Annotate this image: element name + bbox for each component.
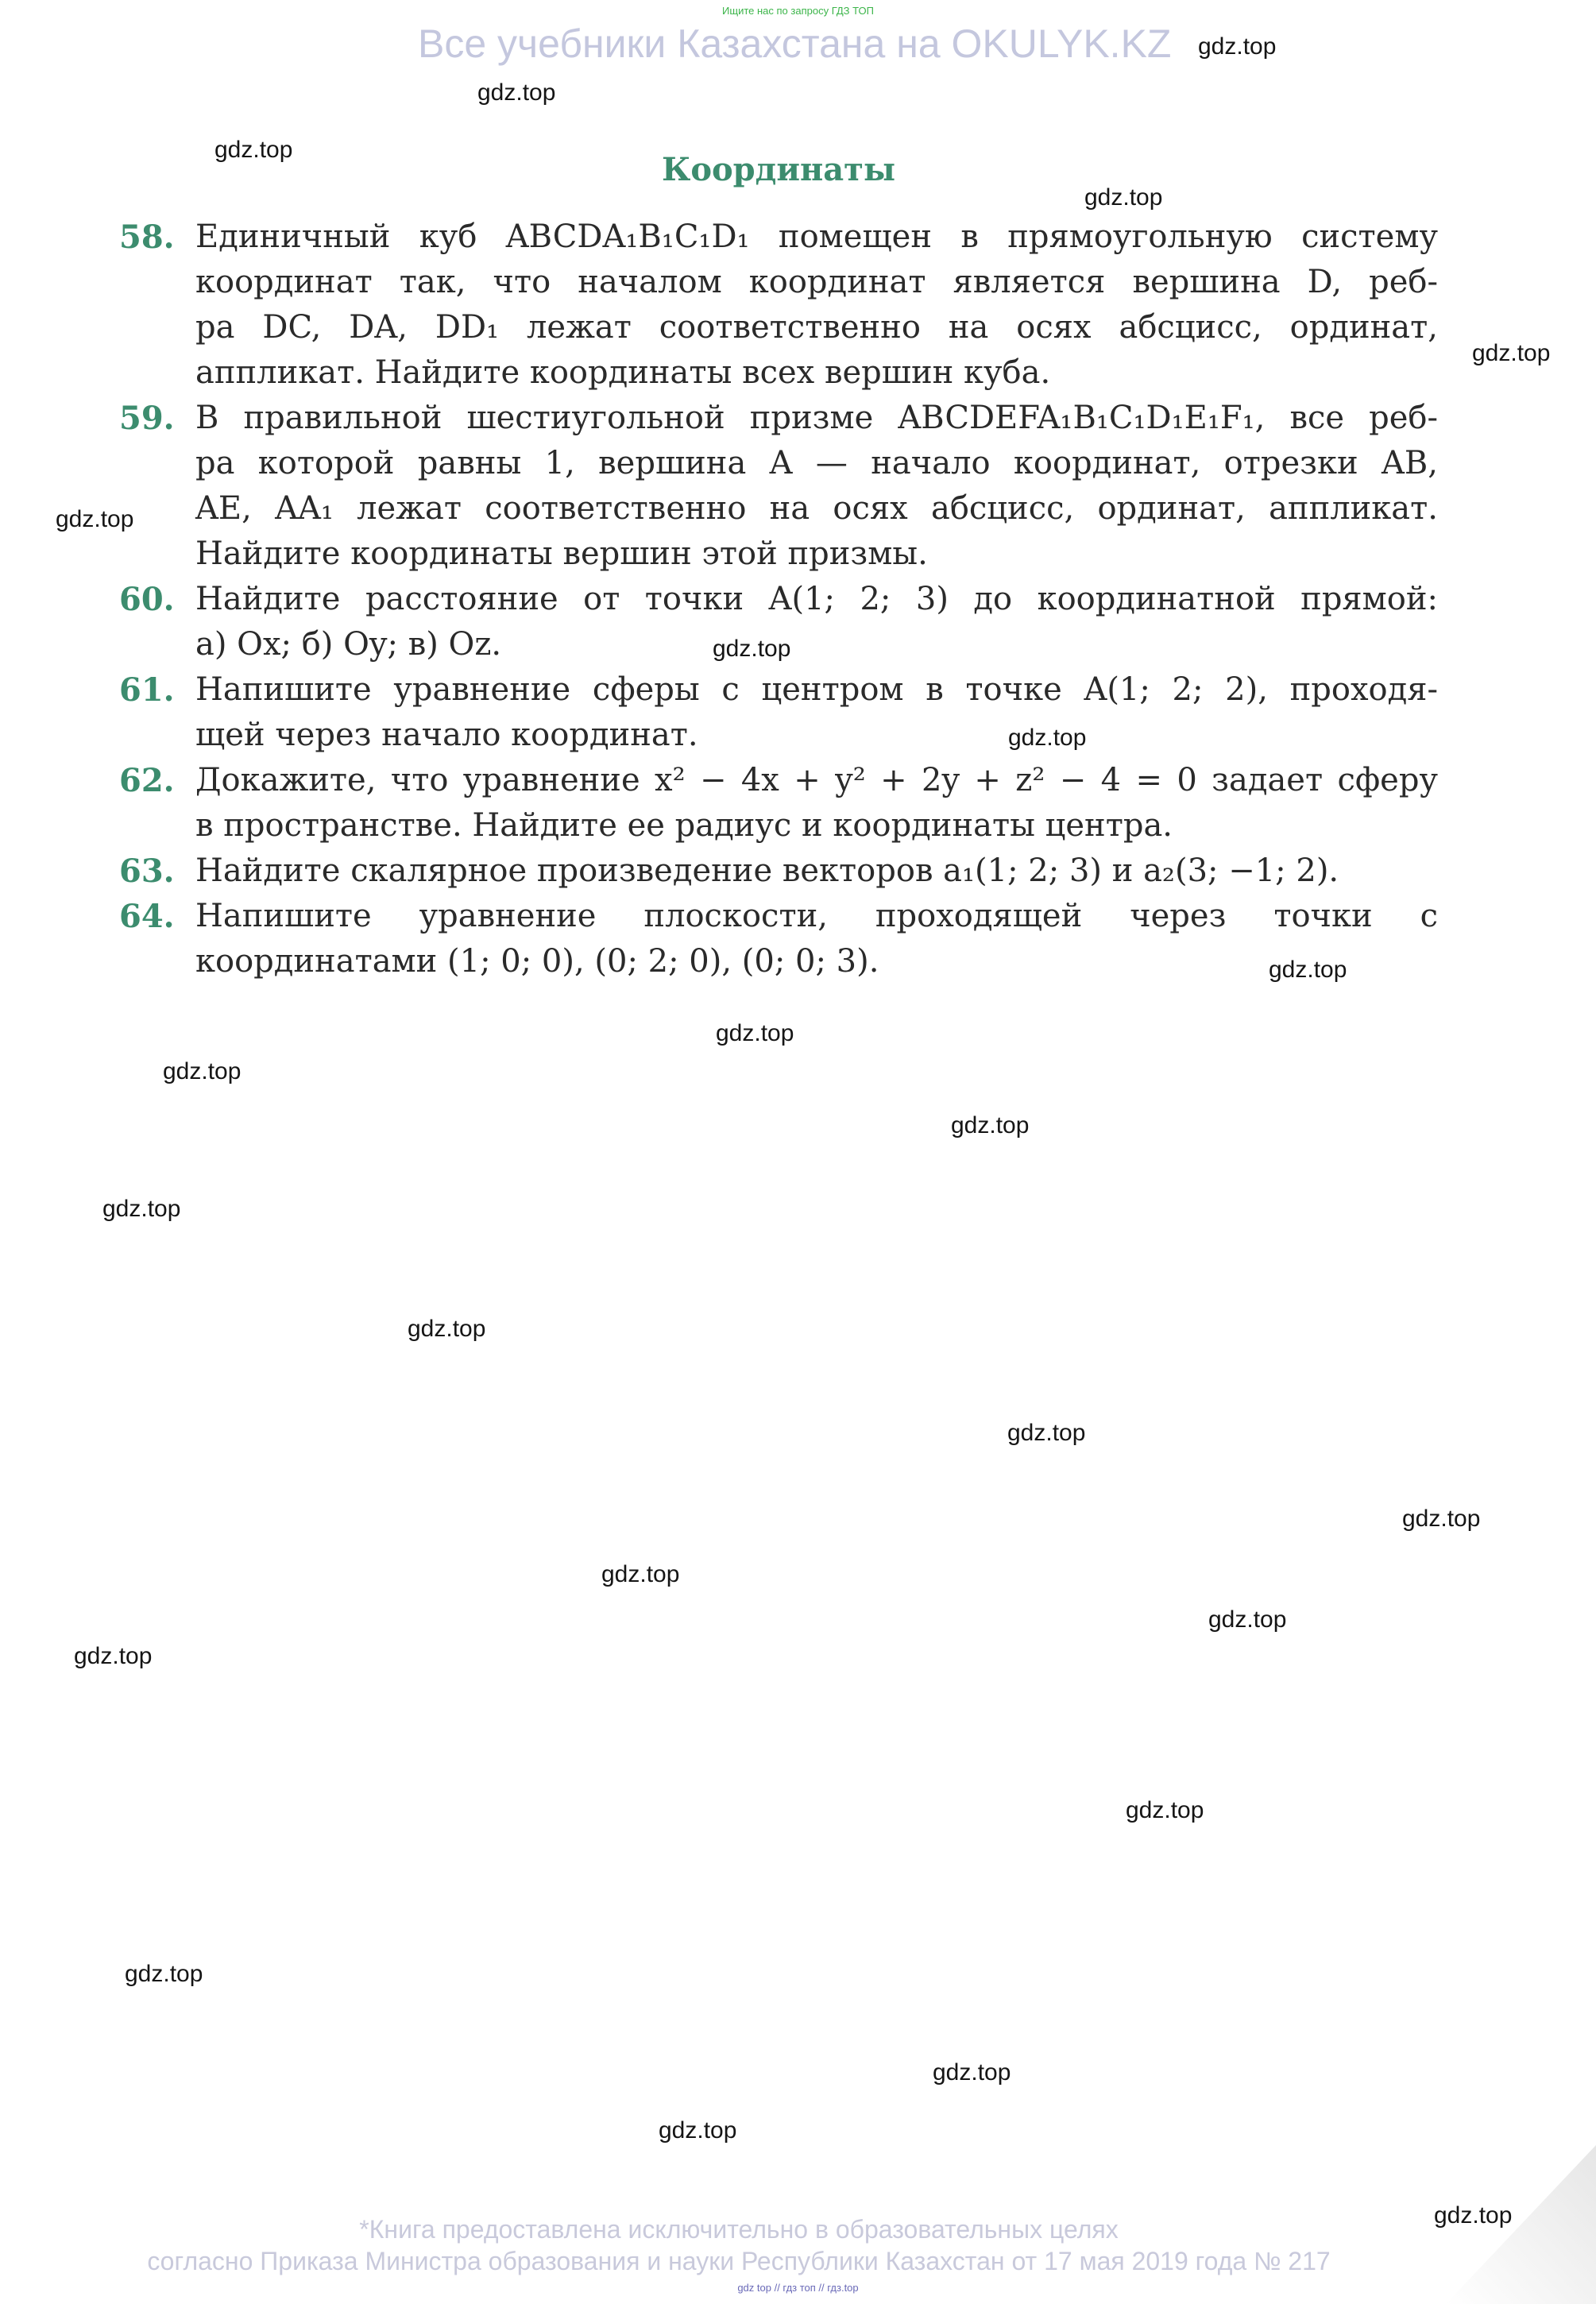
watermark: gdz.top [1084, 184, 1163, 211]
problem-text-line: Докажите, что уравнение x² − 4x + y² + 2y + z² − 4 = 0 задает сферу [195, 762, 1438, 798]
footer-disclaimer-line2: согласно Приказа Министра образования и науки Республики Казахстан от 17 мая 2019 года № 217 [147, 2247, 1331, 2275]
problem-text-line: Найдите скалярное произведение векторов a₁(1; 2; 3) и a₂(3; −1; 2). [195, 852, 1339, 889]
watermark: gdz.top [1198, 33, 1277, 60]
problem-number: 61. [119, 671, 175, 709]
watermark: gdz.top [214, 137, 293, 163]
watermark: gdz.top [163, 1058, 242, 1084]
problem-64 [119, 894, 1438, 984]
watermark: gdz.top [601, 1561, 680, 1587]
problem-text-line: Единичный куб ABCDA₁B₁C₁D₁ помещен в прямоугольную систему [195, 218, 1438, 255]
watermark: gdz.top [74, 1643, 153, 1669]
problem-number: 63. [119, 852, 175, 890]
watermark: gdz.top [1208, 1606, 1287, 1633]
watermark: gdz.top [1126, 1797, 1204, 1823]
top-search-note: Ищите нас по запросу ГДЗ ТОП [722, 5, 874, 17]
site-title[interactable]: Все учебники Казахстана на OKULYK.KZ [418, 21, 1172, 66]
problem-number: 62. [119, 762, 175, 799]
problem-number: 59. [119, 400, 175, 437]
section-title: Координаты [661, 151, 896, 188]
problem-text-line: ра DC, DA, DD₁ лежат соответственно на осях абсцисс, ординат, [195, 309, 1438, 346]
problem-number: 64. [119, 898, 175, 935]
problem-58 [119, 215, 1438, 396]
watermark: gdz.top [125, 1961, 203, 1987]
bottom-note: gdz top // гдз топ // гдз.top [737, 2282, 859, 2294]
watermark: gdz.top [933, 2059, 1011, 2086]
problem-number: 58. [119, 218, 175, 256]
watermark: gdz.top [716, 1020, 794, 1046]
problem-number: 60. [119, 581, 175, 618]
problem-62 [119, 758, 1438, 849]
watermark: gdz.top [56, 506, 134, 532]
problem-text-line: координат так, что началом координат является вершина D, реб- [195, 264, 1438, 300]
watermark: gdz.top [1007, 1420, 1086, 1446]
watermark: gdz.top [102, 1196, 181, 1222]
watermark: gdz.top [1008, 725, 1087, 751]
problem-text-line: В правильной шестиугольной призме ABCDEFA₁B₁C₁D₁E₁F₁, все реб- [195, 400, 1438, 436]
watermark: gdz.top [951, 1112, 1030, 1138]
problem-61 [119, 667, 1438, 758]
problem-text-line: AE, AA₁ лежат соответственно на осях абсцисс, ординат, аппликат. [195, 490, 1438, 527]
problem-63 [119, 849, 1438, 894]
problem-text-line: координатами (1; 0; 0), (0; 2; 0), (0; 0; 3). [195, 943, 879, 980]
watermark: gdz.top [1472, 340, 1551, 366]
watermark: gdz.top [477, 79, 556, 106]
problem-text-line: Напишите уравнение плоскости, проходящей через точки с [195, 898, 1438, 934]
problem-text-line: аппликат. Найдите координаты всех вершин куба. [195, 354, 1051, 391]
problem-text-line: Найдите расстояние от точки A(1; 2; 3) до координатной прямой: [195, 581, 1438, 617]
watermark: gdz.top [713, 636, 791, 662]
problem-text-line: Напишите уравнение сферы с центром в точке A(1; 2; 2), проходя- [195, 671, 1438, 708]
watermark: gdz.top [1402, 1506, 1481, 1532]
problem-list [119, 215, 1438, 984]
watermark: gdz.top [408, 1316, 486, 1342]
watermark: gdz.top [1434, 2202, 1513, 2229]
problem-60 [119, 577, 1438, 667]
problem-text-line: в пространстве. Найдите ее радиус и координаты центра. [195, 807, 1173, 844]
watermark: gdz.top [659, 2117, 737, 2144]
footer-disclaimer-line1: *Книга предоставлена исключительно в образовательных целях [359, 2215, 1119, 2244]
problem-text-line: щей через начало координат. [195, 717, 698, 753]
watermark: gdz.top [1269, 957, 1347, 983]
problem-59 [119, 396, 1438, 577]
problem-text-line: Найдите координаты вершин этой призмы. [195, 535, 928, 572]
problem-text-line: ра которой равны 1, вершина A — начало координат, отрезки AB, [195, 445, 1438, 481]
problem-text-line: а) Ox; б) Oy; в) Oz. [195, 626, 502, 663]
